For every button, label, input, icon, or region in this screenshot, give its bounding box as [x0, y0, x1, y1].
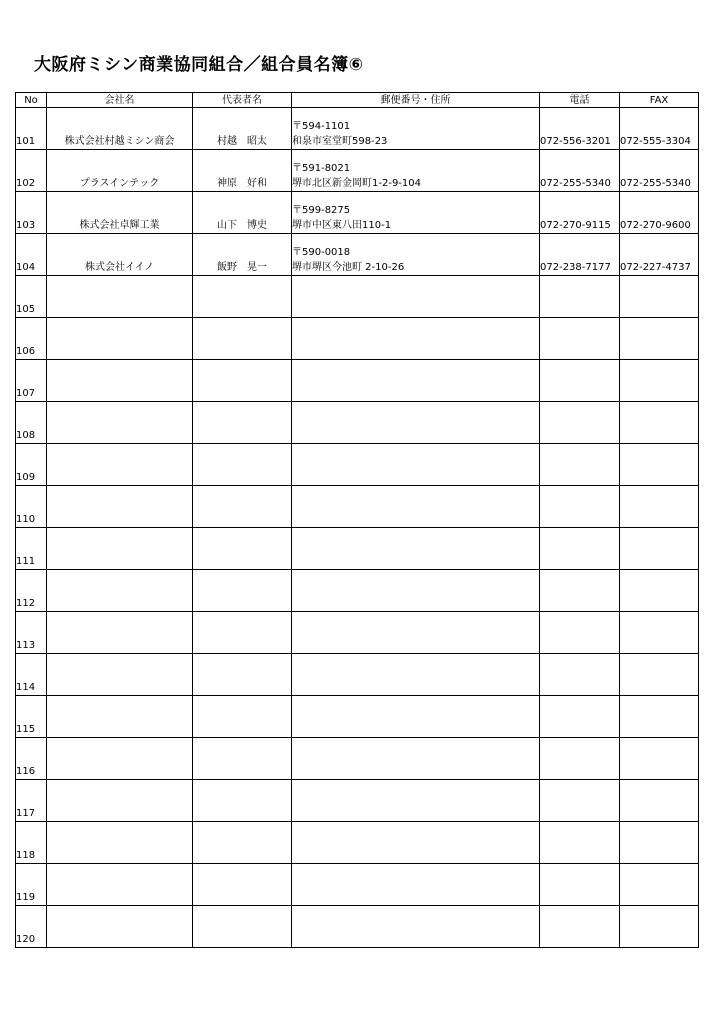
company-name: 株式会社村越ミシン商会	[47, 108, 193, 150]
header-tel: 電話	[540, 93, 620, 108]
company-name	[47, 402, 193, 444]
fax-number	[620, 822, 699, 864]
member-number: 120	[16, 906, 47, 948]
member-number: 114	[16, 654, 47, 696]
representative-name	[193, 360, 292, 402]
member-number: 112	[16, 570, 47, 612]
phone-number	[540, 318, 620, 360]
member-number: 111	[16, 528, 47, 570]
company-name	[47, 612, 193, 654]
postal-code: 〒591-8021	[292, 163, 351, 174]
phone-number	[540, 822, 620, 864]
postal-address-cell	[292, 654, 540, 696]
table-row	[16, 570, 699, 612]
postal-address-cell	[292, 612, 540, 654]
postal-address-cell	[292, 738, 540, 780]
phone-number	[540, 276, 620, 318]
company-name	[47, 360, 193, 402]
company-name	[47, 654, 193, 696]
fax-number	[620, 780, 699, 822]
fax-number	[620, 402, 699, 444]
header-company: 会社名	[47, 93, 193, 108]
phone-number	[540, 780, 620, 822]
postal-address-cell	[292, 402, 540, 444]
fax-number	[620, 486, 699, 528]
header-row	[16, 93, 699, 108]
member-number: 102	[16, 150, 47, 192]
representative-name: 飯野 晃一	[193, 234, 292, 276]
table-row	[16, 738, 699, 780]
page-title: 大阪府ミシン商業協同組合／組合員名簿⑥	[34, 55, 364, 75]
postal-address-cell	[292, 486, 540, 528]
member-number: 105	[16, 276, 47, 318]
postal-code: 〒594-1101	[292, 121, 351, 132]
table-row	[16, 906, 699, 948]
postal-address-cell	[292, 150, 540, 192]
table-row	[16, 486, 699, 528]
company-name: プラスインテック	[47, 150, 193, 192]
fax-number	[620, 318, 699, 360]
fax-number	[620, 654, 699, 696]
company-name	[47, 780, 193, 822]
representative-name: 神原 好和	[193, 150, 292, 192]
company-name	[47, 444, 193, 486]
phone-number: 072-270-9115	[540, 192, 620, 234]
member-number: 115	[16, 696, 47, 738]
postal-address-cell	[292, 318, 540, 360]
member-number: 104	[16, 234, 47, 276]
company-name	[47, 486, 193, 528]
member-number: 103	[16, 192, 47, 234]
member-number: 119	[16, 864, 47, 906]
phone-number	[540, 906, 620, 948]
company-name	[47, 528, 193, 570]
member-number: 113	[16, 612, 47, 654]
postal-address-cell	[292, 906, 540, 948]
company-name	[47, 906, 193, 948]
postal-address-cell	[292, 780, 540, 822]
header-address: 郵便番号・住所	[292, 93, 540, 108]
representative-name	[193, 780, 292, 822]
table-row	[16, 696, 699, 738]
representative-name	[193, 864, 292, 906]
member-number: 108	[16, 402, 47, 444]
phone-number	[540, 864, 620, 906]
phone-number	[540, 444, 620, 486]
postal-address-cell	[292, 108, 540, 150]
postal-address-cell	[292, 696, 540, 738]
fax-number	[620, 444, 699, 486]
table-header	[16, 93, 699, 108]
header-fax: FAX	[620, 93, 699, 108]
phone-number: 072-238-7177	[540, 234, 620, 276]
address: 堺市中区東八田110-1	[292, 220, 392, 231]
header-rep: 代表者名	[193, 93, 292, 108]
company-name	[47, 864, 193, 906]
table-row	[16, 528, 699, 570]
representative-name	[193, 822, 292, 864]
table-row	[16, 318, 699, 360]
representative-name	[193, 906, 292, 948]
member-number: 110	[16, 486, 47, 528]
company-name	[47, 276, 193, 318]
phone-number	[540, 570, 620, 612]
company-name	[47, 318, 193, 360]
representative-name	[193, 612, 292, 654]
address: 和泉市室堂町598-23	[292, 136, 388, 147]
table-row	[16, 612, 699, 654]
phone-number	[540, 402, 620, 444]
member-number: 116	[16, 738, 47, 780]
member-roster-table	[15, 92, 699, 948]
representative-name	[193, 738, 292, 780]
postal-address-cell	[292, 360, 540, 402]
fax-number	[620, 570, 699, 612]
fax-number: 072-227-4737	[620, 234, 699, 276]
address: 堺市北区新金岡町1-2-9-104	[292, 178, 421, 189]
company-name	[47, 738, 193, 780]
phone-number	[540, 654, 620, 696]
phone-number	[540, 738, 620, 780]
representative-name: 村越 昭太	[193, 108, 292, 150]
member-number: 106	[16, 318, 47, 360]
phone-number	[540, 528, 620, 570]
fax-number: 072-270-9600	[620, 192, 699, 234]
member-number: 117	[16, 780, 47, 822]
postal-address-cell	[292, 570, 540, 612]
representative-name	[193, 528, 292, 570]
phone-number	[540, 486, 620, 528]
representative-name	[193, 276, 292, 318]
fax-number	[620, 528, 699, 570]
representative-name	[193, 402, 292, 444]
fax-number	[620, 276, 699, 318]
postal-address-cell	[292, 192, 540, 234]
table-row	[16, 234, 699, 276]
table-row	[16, 360, 699, 402]
postal-address-cell	[292, 234, 540, 276]
phone-number	[540, 696, 620, 738]
table-body	[16, 108, 699, 948]
fax-number: 072-555-3304	[620, 108, 699, 150]
representative-name	[193, 486, 292, 528]
fax-number	[620, 360, 699, 402]
table-row	[16, 864, 699, 906]
phone-number	[540, 360, 620, 402]
company-name: 株式会社卓輝工業	[47, 192, 193, 234]
fax-number	[620, 696, 699, 738]
member-number: 101	[16, 108, 47, 150]
fax-number	[620, 612, 699, 654]
representative-name	[193, 654, 292, 696]
table-row	[16, 654, 699, 696]
representative-name	[193, 444, 292, 486]
phone-number: 072-255-5340	[540, 150, 620, 192]
table-row	[16, 276, 699, 318]
postal-address-cell	[292, 528, 540, 570]
company-name	[47, 696, 193, 738]
table-row	[16, 822, 699, 864]
postal-code: 〒590-0018	[292, 247, 351, 258]
fax-number	[620, 864, 699, 906]
phone-number: 072-556-3201	[540, 108, 620, 150]
postal-address-cell	[292, 864, 540, 906]
member-number: 118	[16, 822, 47, 864]
company-name	[47, 570, 193, 612]
table-row	[16, 150, 699, 192]
address: 堺市堺区今池町 2-10-26	[292, 262, 405, 273]
postal-code: 〒599-8275	[292, 205, 351, 216]
table-row	[16, 444, 699, 486]
company-name	[47, 822, 193, 864]
postal-address-cell	[292, 444, 540, 486]
table-row	[16, 192, 699, 234]
table-row	[16, 780, 699, 822]
fax-number	[620, 738, 699, 780]
representative-name: 山下 博史	[193, 192, 292, 234]
postal-address-cell	[292, 276, 540, 318]
postal-address-cell	[292, 822, 540, 864]
fax-number	[620, 906, 699, 948]
member-number: 107	[16, 360, 47, 402]
table-row	[16, 108, 699, 150]
table-row	[16, 402, 699, 444]
representative-name	[193, 570, 292, 612]
fax-number: 072-255-5340	[620, 150, 699, 192]
representative-name	[193, 696, 292, 738]
member-number: 109	[16, 444, 47, 486]
representative-name	[193, 318, 292, 360]
company-name: 株式会社イイノ	[47, 234, 193, 276]
header-no: No	[16, 93, 47, 108]
phone-number	[540, 612, 620, 654]
